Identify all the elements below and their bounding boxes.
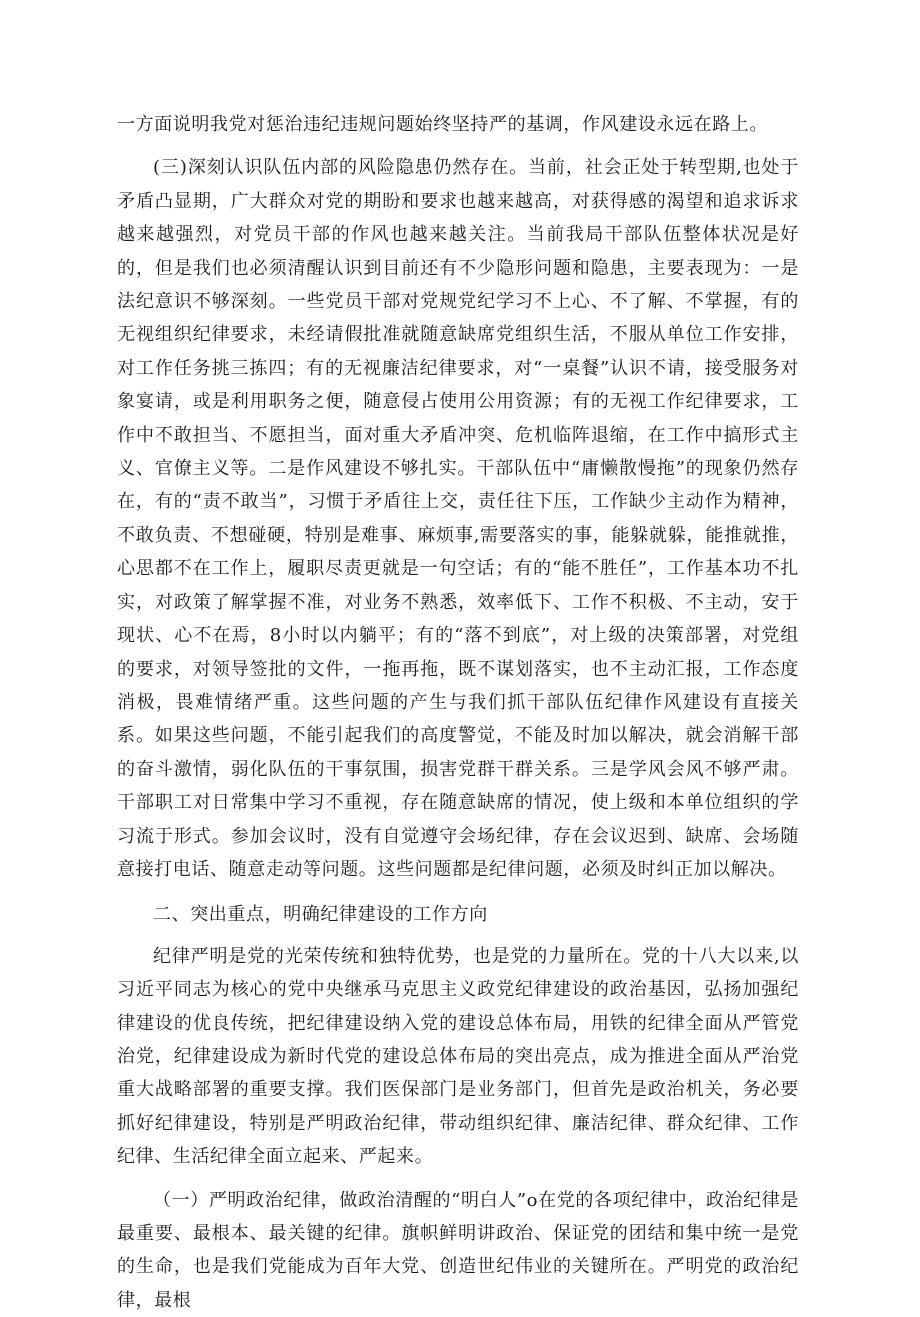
paragraph-discipline-tradition: 纪律严明是党的光荣传统和独特优势，也是党的力量所在。党的十八大以来,以习近平同志为核心的党中央继承马克思主义政党纪律建设的政治基因，弘扬加强纪律建设的优良传统，把纪律建设纳入党的建设总体布局，用铁的纪律全面从严管党治党，纪律建设成为新时代党的建设总体布局的突出亮点，成为推进全面从严治党重大战略部署的重要支撑。我们医保部门是业务部门，但首先是政治机关，务必要抓好纪律建设，特别是严明政治纪律，带动组织纪律、廉洁纪律、群众纪律、工作纪律、生活纪律全面立起来、严起来。 <box>117 945 799 1168</box>
paragraph-political-discipline: （一）严明政治纪律，做政治清醒的“明白人”o在党的各项纪律中，政治纪律是最重要、最根本、最关键的纪律。旗帜鲜明讲政治、保证党的团结和集中统一是党的生命，也是我们党能成为百年大党、创造世纪伟业的关键所在。严明党的政治纪律，最根 <box>117 1189 799 1311</box>
paragraph-risk-hazards: (三)深刻认识队伍内部的风险隐患仍然存在。当前，社会正处于转型期,也处于矛盾凸显期，广大群众对党的期盼和要求也越来越高，对获得感的渴望和追求诉求越来越强烈，对党员干部的作风也越来越关注。当前我局干部队伍整体状况是好的，但是我们也必须清醒认识到目前还有不少隐形问题和隐患，主要表现为：一是法纪意识不够深刻。一些党员干部对党规党纪学习不上心、不了解、不掌握，有的无视组织纪律要求，未经请假批准就随意缺席党组织生活，不服从单位工作安排，对工作任务挑三拣四；有的无视廉洁纪律要求，对“一桌餐”认识不请，接受服务对象宴请，或是利用职务之便，随意侵占使用公用资源；有的无视工作纪律要求，工作中不敢担当、不愿担当，面对重大矛盾冲突、危机临阵退缩，在工作中搞形式主义、官僚主义等。二是作风建设不够扎实。干部队伍中“庸懒散慢拖”的现象仍然存在，有的“责不敢当”，习惯于矛盾往上交，责任往下压，工作缺少主动作为精神，不敢负责、不想碰硬，特别是难事、麻烦事,需要落实的事，能躲就躲，能推就推，心思都不在工作上，履职尽责更就是一句空话；有的“能不胜任”，工作基本功不扎实，对政策了解掌握不准，对业务不熟悉，效率低下、工作不积极、不主动，安于现状、心不在焉，8小时以内躺平；有的“落不到底”，对上级的决策部署，对党组的要求，对领导签批的文件，一拖再拖，既不谋划落实，也不主动汇报，工作态度消极，畏难情绪严重。这些问题的产生与我们抓干部队伍纪律作风建设有直接关系。如果这些问题，不能引起我们的高度警觉，不能及时加以解决，就会消解干部的奋斗激情，弱化队伍的干事氛围，损害党群干群关系。三是学风会风不够严肃。干部职工对日常集中学习不重视，存在随意缺席的情况，使上级和本单位组织的学习流于形式。参加会议时，没有自觉遵守会场纪律，存在会议迟到、缺席、会场随意接打电话、随意走动等问题。这些问题都是纪律问题，必须及时纠正加以解决。 <box>117 157 799 880</box>
paragraph-continuation: 一方面说明我党对惩治违纪违规问题始终坚持严的基调，作风建设永远在路上。 <box>117 114 768 135</box>
document-body <box>117 108 799 1317</box>
section-heading-two: 二、突出重点，明确纪律建设的工作方向 <box>153 904 488 926</box>
